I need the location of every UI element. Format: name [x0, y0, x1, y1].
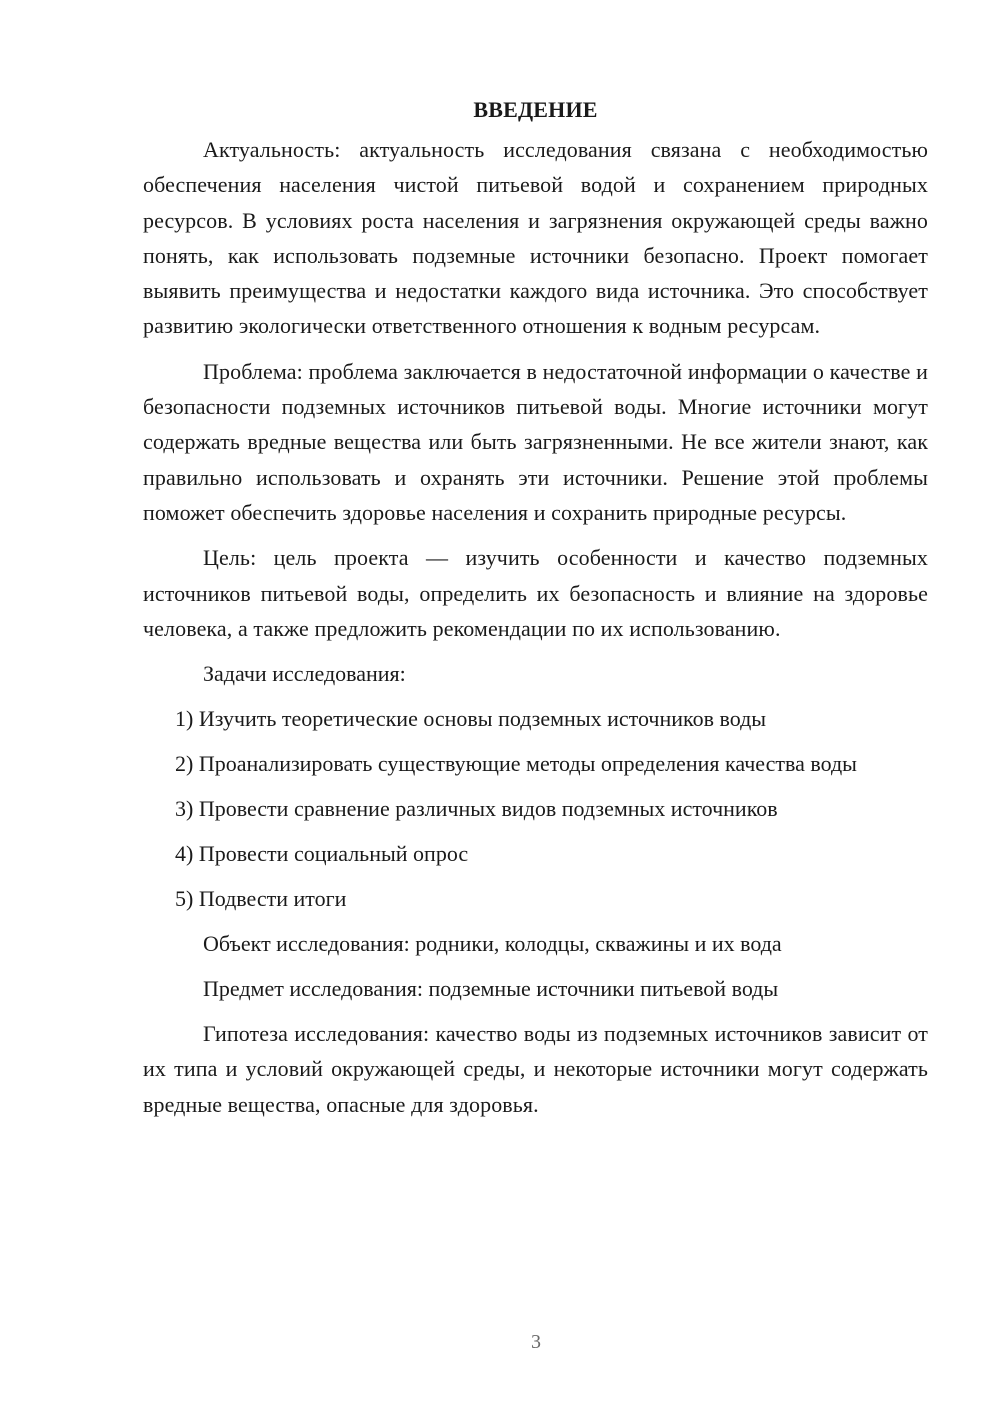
task-item: 1) Изучить теоретические основы подземных источников воды: [175, 706, 767, 732]
relevance-paragraph: Актуальность: актуальность исследования связана с необходимостью обеспечения населения чистой питьевой водой и сохранением природных ресурсов. В условиях роста населения и загрязнения окружающей среды важно понять, как использовать подземные источники безопасно. Проект помогает выявить преимущества и недостатки каждого вида источника. Это способствует развитию экологически ответственного отношения к водным ресурсам.: [143, 137, 928, 339]
problem-paragraph: Проблема: проблема заключается в недостаточной информации о качестве и безопасности подземных источников питьевой воды. Многие источники могут содержать вредные вещества или быть загрязненными. Не все жители знают, как правильно использовать и охранять эти источники. Решение этой проблемы поможет обеспечить здоровье населения и сохранить природные ресурсы.: [143, 358, 928, 525]
task-item: 4) Провести социальный опрос: [175, 841, 469, 867]
task-item: 5) Подвести итоги: [175, 886, 347, 912]
task-item: 2) Проанализировать существующие методы определения качества воды: [175, 751, 857, 777]
page-content: [143, 92, 928, 1132]
task-item: 3) Провести сравнение различных видов подземных источников: [175, 796, 778, 822]
tasks-heading: Задачи исследования:: [203, 661, 406, 687]
research-subject: Предмет исследования: подземные источники питьевой воды: [203, 976, 779, 1002]
hypothesis-paragraph: Гипотеза исследования: качество воды из подземных источников зависит от их типа и условий окружающей среды, и некоторые источники могут содержать вредные вещества, опасные для здоровья.: [143, 1021, 928, 1117]
research-object: Объект исследования: родники, колодцы, скважины и их вода: [203, 931, 782, 957]
goal-paragraph: Цель: цель проекта — изучить особенности и качество подземных источников питьевой воды, определить их безопасность и влияние на здоровье человека, а также предложить рекомендации по их использованию.: [143, 545, 928, 641]
page-title: ВВЕДЕНИЕ: [473, 97, 598, 122]
page-number: 3: [531, 1331, 541, 1353]
